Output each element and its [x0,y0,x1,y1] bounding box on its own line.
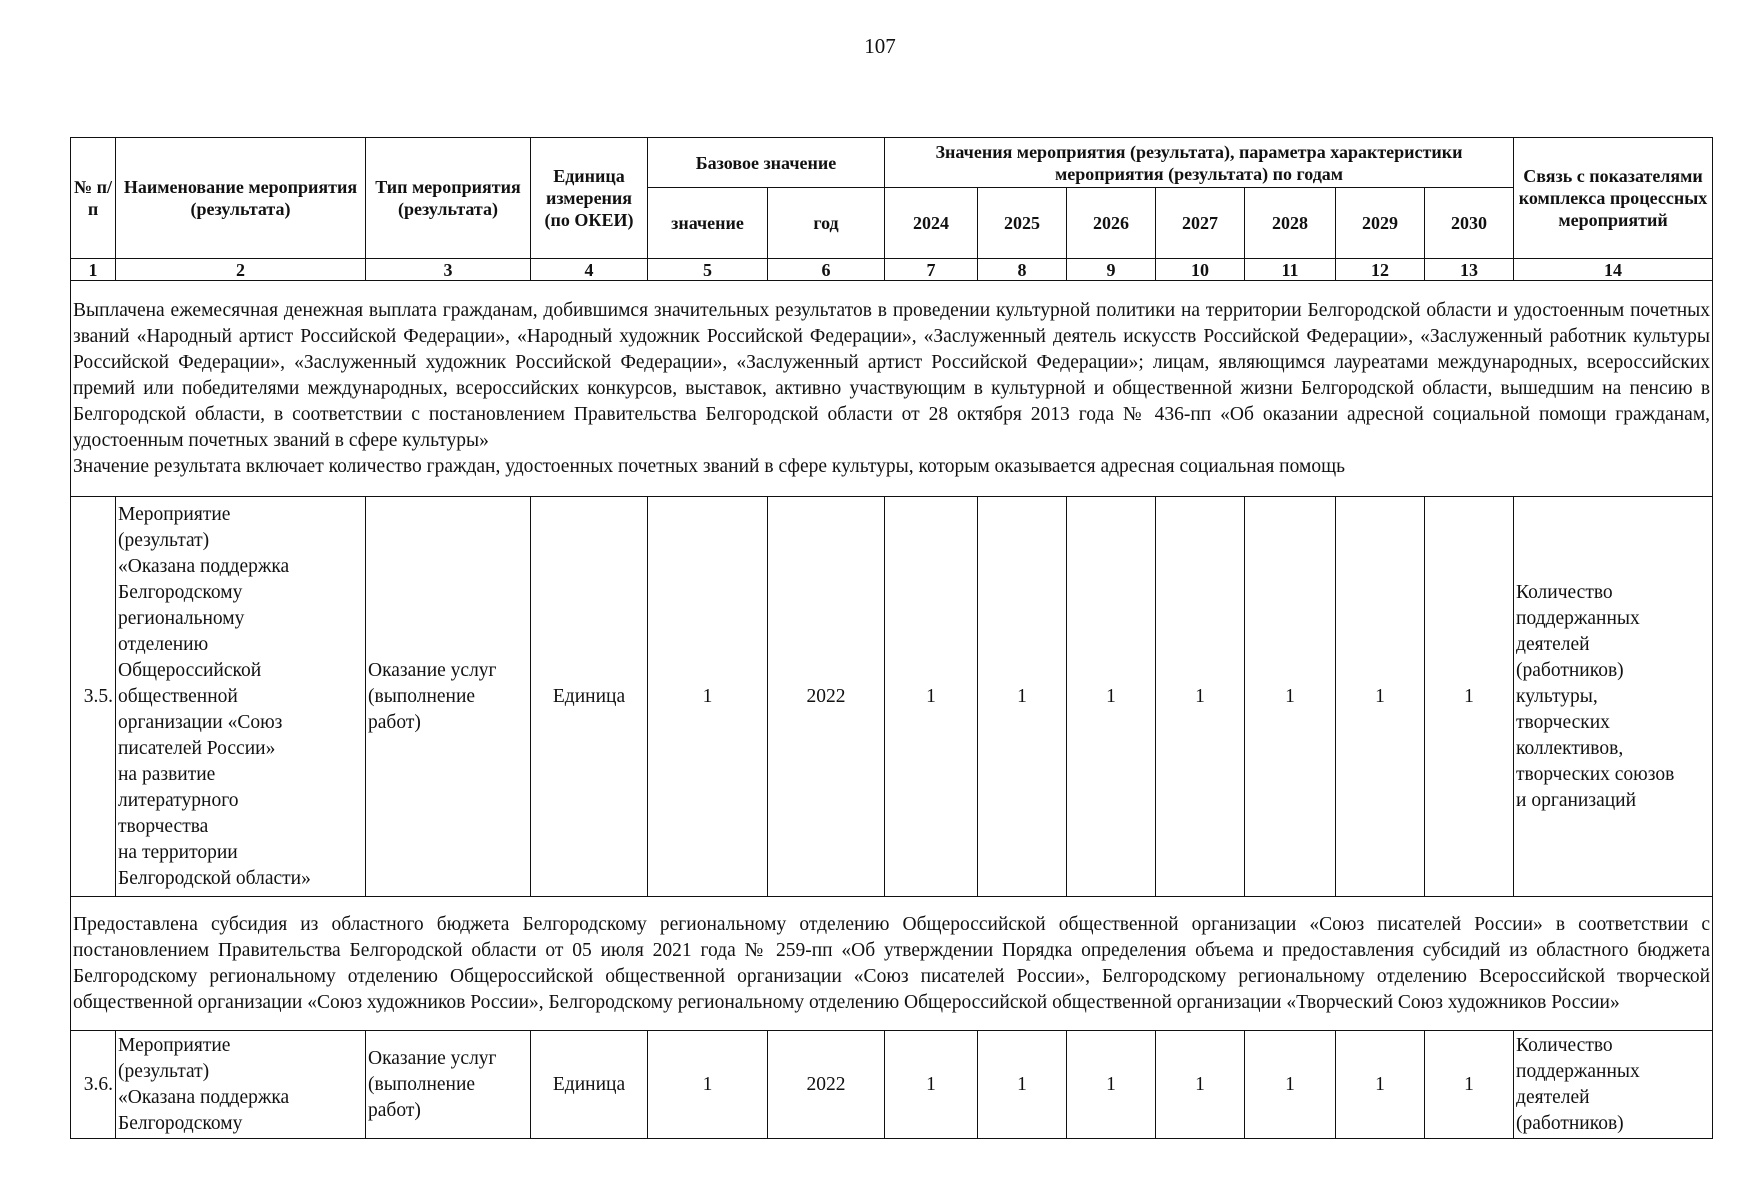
unit: Единица [531,1031,648,1139]
unit: Единица [531,497,648,897]
header-row-1 [71,138,1713,188]
header-base: Базовое значение [648,138,885,188]
header-year: 2026 [1067,188,1156,259]
column-numbers-row [71,259,1713,281]
year-value: 1 [885,1031,978,1139]
header-number: № п/п [71,138,116,259]
year-value: 1 [1245,497,1336,897]
column-number: 12 [1336,259,1425,281]
header-type: Тип мероприятия (результата) [366,138,531,259]
year-value: 1 [885,497,978,897]
column-number: 5 [648,259,768,281]
description-1-text: Выплачена ежемесячная денежная выплата гражданам, добившимся значительных результатов в проведении культурной политики на территории Белгородской области и удостоенным почетных званий «Народный артист Российской Федерации», «Народный художник Российской Федерации», «Заслуженный деятель искусств Российской Федерации», «Заслуженный работник культуры Российской Федерации», «Заслуженный художник Российской Федерации», «Заслуженный артист Российской Федерации»; лицам, являющимся лауреатами международных, всероссийских премий или победителями международных, всероссийских конкурсов, выставок, активно участвующим в культурной и общественной жизни Белгородской области, вышедшим на пенсию в Белгородской области, в соответствии с постановлением Правительства Белгородской области от 28 октября 2013 года № 436-пп «Об оказании адресной социальной помощи гражданам, удостоенным почетных званий в сфере культуры» [73,299,1711,451]
description-2: Предоставлена субсидия из областного бюджета Белгородскому региональному отделению Общероссийской общественной организации «Союз писателей России» в соответствии с постановлением Правительства Белгородской области от 05 июля 2021 года № 259-пп «Об утверждении Порядка определения объема и предоставления субсидий из областного бюджета Белгородскому региональному отделению Общероссийской общественной организации «Союз писателей России», Белгородскому региональному отделению Всероссийской творческой общественной организации «Союз художников России», Белгородскому региональному отделению Общероссийской общественной организации «Творческий Союз художников России» [71,897,1713,1031]
column-number: 7 [885,259,978,281]
header-unit: Единица измерения (по ОКЕИ) [531,138,648,259]
header-year: 2027 [1156,188,1245,259]
year-value: 1 [1156,497,1245,897]
column-number: 3 [366,259,531,281]
year-value: 1 [1425,1031,1514,1139]
column-number: 10 [1156,259,1245,281]
linked-indicator: Количество поддержанных деятелей (работников) культуры, творческих коллективов, творческих союзов и организаций [1514,497,1713,897]
description-row-1 [71,281,1713,497]
year-value: 1 [1245,1031,1336,1139]
base-year: 2022 [768,497,885,897]
event-type: Оказание услуг (выполнение работ) [366,497,531,897]
year-value: 1 [1067,1031,1156,1139]
event-name: Мероприятие (результат) «Оказана поддержка Белгородскому региональному отделению Общероссийской общественной организации «Союз писателей России» на развитие литературного творчества на территории Белгородской области» [116,497,366,897]
header-year: 2030 [1425,188,1514,259]
results-table [70,137,1713,1139]
column-number: 2 [116,259,366,281]
year-value: 1 [1425,497,1514,897]
column-number: 1 [71,259,116,281]
header-year: 2025 [978,188,1067,259]
page-number: 107 [864,34,896,58]
column-number: 13 [1425,259,1514,281]
header-year: 2028 [1245,188,1336,259]
description-1-note: Значение результата включает количество граждан, удостоенных почетных званий в сфере культуры, которым оказывается адресная социальная помощь [73,455,1345,477]
header-base-year: год [768,188,885,259]
header-year: 2024 [885,188,978,259]
row-number: 3.6. [71,1031,116,1139]
column-number: 8 [978,259,1067,281]
year-value: 1 [1156,1031,1245,1139]
header-base-value: значение [648,188,768,259]
column-number: 14 [1514,259,1713,281]
year-value: 1 [1336,1031,1425,1139]
column-number: 11 [1245,259,1336,281]
description-1 [71,281,1713,497]
column-number: 4 [531,259,648,281]
header-values-by-year: Значения мероприятия (результата), параметра характеристики мероприятия (результата) по годам [885,138,1514,188]
header-name: Наименование мероприятия (результата) [116,138,366,259]
year-value: 1 [978,1031,1067,1139]
description-row-2 [71,897,1713,1031]
year-value: 1 [1067,497,1156,897]
base-value: 1 [648,1031,768,1139]
column-number: 9 [1067,259,1156,281]
header-year: 2029 [1336,188,1425,259]
year-value: 1 [978,497,1067,897]
table-row-3-5 [71,497,1713,897]
column-number: 6 [768,259,885,281]
year-value: 1 [1336,497,1425,897]
event-name: Мероприятие (результат) «Оказана поддержка Белгородскому [116,1031,366,1139]
table-row-3-6 [71,1031,1713,1139]
base-year: 2022 [768,1031,885,1139]
event-type: Оказание услуг (выполнение работ) [366,1031,531,1139]
header-link: Связь с показателями комплекса процессных мероприятий [1514,138,1713,259]
base-value: 1 [648,497,768,897]
row-number: 3.5. [71,497,116,897]
linked-indicator: Количество поддержанных деятелей (работников) [1514,1031,1713,1139]
